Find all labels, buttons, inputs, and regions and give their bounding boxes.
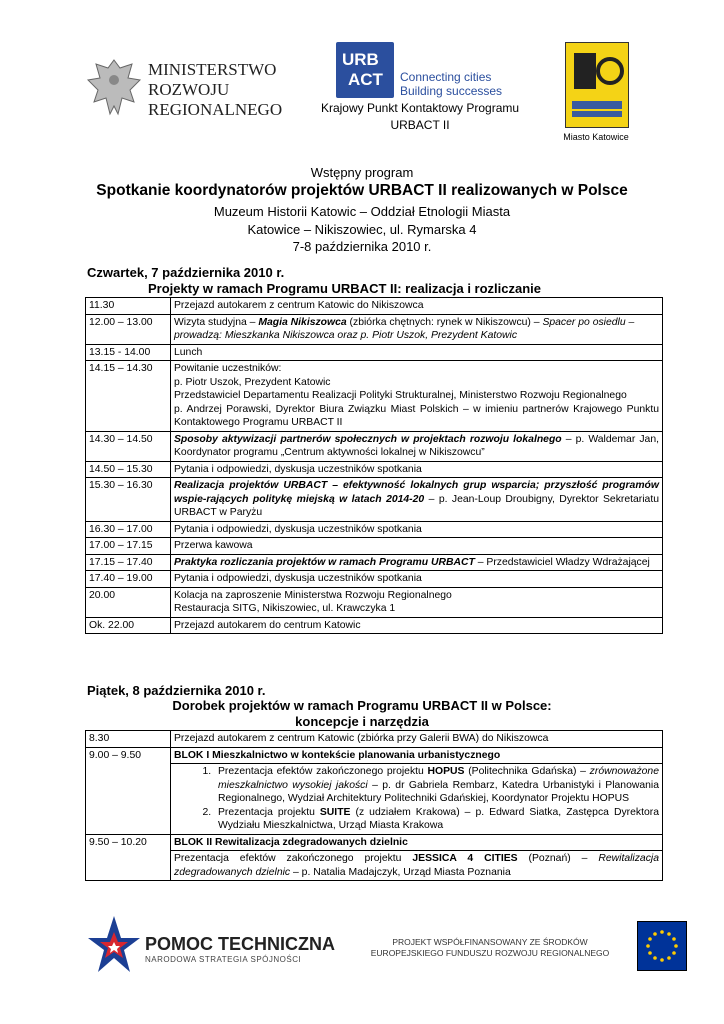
description-emphasis: Sposoby aktywizacji partnerów społecznych w projektach rozwoju lokalnego — [174, 433, 562, 445]
eu-funding-line2: EUROPEJSKIEGO FUNDUSZU ROZWOJU REGIONALNEGO — [370, 948, 610, 958]
katowice-crest — [565, 42, 629, 128]
eagle-emblem — [86, 56, 142, 120]
description-text: (z udziałem Krakowa) – p. Edward Siatka, Zastępca Dyrektora Wydziału Mieszkalnictwa, Urząd Miasta Krakowa — [218, 806, 659, 831]
program-subtitle: Wstępny program — [310, 165, 414, 180]
table-row — [86, 344, 663, 361]
pomoc-techniczna-star-icon — [86, 912, 142, 982]
contact-point — [300, 100, 540, 134]
time-cell: 13.15 - 14.00 — [86, 344, 171, 361]
description-cell — [171, 851, 663, 881]
katowice-label: Miasto Katowice — [563, 132, 629, 142]
ministry-name — [148, 60, 282, 120]
table-row — [86, 461, 663, 478]
time-cell: 17.40 – 19.00 — [86, 571, 171, 588]
ministry-line3: REGIONALNEGO — [148, 100, 283, 119]
day2-theme-line1: Dorobek projektów w ramach Programu URBACT II w Polsce: — [172, 698, 552, 713]
day2-theme-line2: koncepcje i narzędzia — [295, 714, 429, 729]
day1-theme: Projekty w ramach Programu URBACT II: realizacja i rozliczanie — [148, 281, 542, 296]
time-cell: 17.00 – 17.15 — [86, 538, 171, 555]
description-cell — [171, 554, 663, 571]
description-cell — [171, 587, 663, 617]
time-cell: 20.00 — [86, 587, 171, 617]
description-text: (Politechnika Gdańska) – — [464, 766, 590, 777]
urbact-logo — [336, 42, 394, 98]
description-text: – p. Natalia Madajczyk, Urząd Miasta Poznania — [290, 866, 511, 878]
address: Katowice – Nikiszowiec, ul. Rymarska 4 — [247, 222, 477, 237]
description-italic: zrównoważone mieszkalnictwo wysokiej jakości — [218, 766, 659, 791]
description-cell — [171, 361, 663, 432]
time-cell: 8.30 — [86, 731, 171, 748]
list-item — [214, 806, 659, 833]
day2-date: Piątek, 8 października 2010 r. — [87, 683, 266, 698]
description-line: Kolacja na zaproszenie Ministerstwa Rozwoju Regionalnego — [174, 589, 452, 601]
ministry-line2: ROZWOJU — [148, 80, 230, 99]
time-cell: 11.30 — [86, 298, 171, 315]
block-title: BLOK I Mieszkalnictwo w kontekście planowania urbanistycznego — [174, 749, 501, 761]
description-emphasis: Realizacja projektów URBACT – efektywność lokalnych grup wsparcia; przyszłość programów wspie-rających politykę miejską w latach 2014-20 — [174, 480, 659, 505]
project-name: HOPUS — [427, 766, 465, 777]
eu-funding-line1: PROJEKT WSPÓŁFINANSOWANY ZE ŚRODKÓW — [392, 937, 588, 947]
katowice-crest-icon — [566, 43, 628, 127]
block-heading — [171, 747, 663, 764]
description-line: Restauracja SITG, Nikiszowiec, ul. Krawczyka 1 — [174, 603, 396, 614]
description-line: Przedstawiciel Departamentu Realizacji Polityki Strukturalnej, Ministerstwo Rozwoju Regionalnego — [174, 390, 627, 401]
table-row — [86, 747, 663, 764]
table-row — [86, 431, 663, 461]
table-row — [86, 478, 663, 522]
description-line: p. Andrzej Porawski, Dyrektor Biura Związku Miast Polskich – w imieniu partnerów Krajowego Punktu Kontaktowego Programu URBACT II — [174, 403, 659, 428]
eu-stars-icon — [638, 922, 686, 970]
urbact-logo-bottom: ACT — [348, 70, 383, 89]
urbact-logo-top: URB — [342, 50, 379, 69]
description-cell: Lunch — [171, 344, 663, 361]
project-name: JESSICA 4 CITIES — [412, 853, 518, 864]
description-text: Wizyta studyjna – — [174, 316, 259, 328]
table-row — [86, 538, 663, 555]
table-row — [86, 617, 663, 634]
presentation-list — [174, 765, 659, 833]
time-cell: 16.30 – 17.00 — [86, 521, 171, 538]
table-row — [86, 554, 663, 571]
description-text: – p. Jean-Loup Droubigny, Dyrektor Sekretariatu URBACT w Paryżu — [174, 493, 660, 518]
time-cell: 17.15 – 17.40 — [86, 554, 171, 571]
table-row — [86, 834, 663, 851]
event-dates: 7-8 października 2010 r. — [292, 239, 432, 254]
description-emphasis: Magia Nikiszowca — [258, 316, 347, 328]
table-row — [86, 764, 663, 835]
description-cell: Przerwa kawowa — [171, 538, 663, 555]
description-text: – Przedstawiciel Władzy Wdrażającej — [474, 556, 650, 568]
table-row — [86, 314, 663, 344]
contact-point-line2: URBACT II — [390, 118, 450, 132]
table-row — [86, 731, 663, 748]
time-cell: 9.50 – 10.20 — [86, 834, 171, 881]
table-row — [86, 851, 663, 881]
description-italic: Spacer po osiedlu – prowadzą: Mieszkanka Nikiszowca oraz p. Piotr Uszok, Prezydent Katowic — [174, 316, 635, 341]
description-line: Powitanie uczestników: — [174, 363, 282, 374]
eu-flag — [637, 921, 687, 971]
description-text: (zbiórka chętnych: rynek w Nikiszowcu) – — [346, 316, 543, 328]
description-text: (Poznań) – — [517, 853, 599, 864]
description-cell — [171, 478, 663, 522]
description-text: Prezentacja efektów zakończonego projektu — [174, 853, 413, 864]
list-item — [214, 765, 659, 806]
day1-date: Czwartek, 7 października 2010 r. — [87, 265, 285, 280]
time-cell: 9.00 – 9.50 — [86, 747, 171, 834]
description-text: – p. Waldemar Jan, Koordynator programu „Centrum aktywności lokalnej w Nikiszowcu” — [174, 433, 659, 458]
day1-schedule-table — [85, 297, 663, 634]
description-cell — [171, 314, 663, 344]
description-italic: Rewitalizacja zdegradowanych dzielnic — [174, 853, 659, 878]
table-row — [86, 571, 663, 588]
urbact-tagline — [400, 70, 502, 98]
description-cell: Przejazd autokarem z centrum Katowic (zbiórka przy Galerii BWA) do Nikiszowca — [171, 731, 663, 748]
day2-schedule-table — [85, 730, 663, 881]
page-title: Spotkanie koordynatorów projektów URBACT II realizowanych w Polsce — [96, 182, 628, 199]
time-cell: 14.30 – 14.50 — [86, 431, 171, 461]
description-cell: Przejazd autokarem do centrum Katowic — [171, 617, 663, 634]
description-cell: Pytania i odpowiedzi, dyskusja uczestników spotkania — [171, 521, 663, 538]
contact-point-line1: Krajowy Punkt Kontaktowy Programu — [320, 101, 520, 115]
description-cell: Przejazd autokarem z centrum Katowic do Nikiszowca — [171, 298, 663, 315]
time-cell: 12.00 – 13.00 — [86, 314, 171, 344]
ministry-line1: MINISTERSTWO — [148, 60, 277, 79]
time-cell: 15.30 – 16.30 — [86, 478, 171, 522]
time-cell: 14.50 – 15.30 — [86, 461, 171, 478]
description-cell: Pytania i odpowiedzi, dyskusja uczestników spotkania — [171, 461, 663, 478]
description-text: Prezentacja efektów zakończonego projektu — [218, 766, 428, 777]
table-row — [86, 298, 663, 315]
venue: Muzeum Historii Katowic – Oddział Etnologii Miasta — [213, 204, 511, 219]
description-emphasis: Praktyka rozliczania projektów w ramach Programu URBACT — [174, 556, 475, 568]
eu-funding-note — [360, 937, 620, 959]
block-title: BLOK II Rewitalizacja zdegradowanych dzielnic — [174, 836, 408, 848]
table-row — [86, 361, 663, 432]
time-cell: Ok. 22.00 — [86, 617, 171, 634]
description-cell: Pytania i odpowiedzi, dyskusja uczestników spotkania — [171, 571, 663, 588]
description-text: – p. dr Gabriela Rembarz, Katedra Urbanistyki i Planowania Regionalnego, Wydział Architektury Politechniki Gdańskiej, Koordynator Projektu HOPUS — [218, 779, 660, 804]
description-cell — [171, 431, 663, 461]
description-line: p. Piotr Uszok, Prezydent Katowic — [174, 376, 331, 388]
pomoc-techniczna-title: POMOC TECHNICZNA — [145, 934, 335, 954]
project-name: SUITE — [319, 806, 351, 818]
pomoc-techniczna-subtitle: NARODOWA STRATEGIA SPÓJNOŚCI — [145, 955, 302, 964]
urbact-tagline-1: Connecting cities — [400, 70, 492, 84]
table-row — [86, 521, 663, 538]
description-cell — [171, 764, 663, 835]
urbact-tagline-2: Building successes — [400, 84, 503, 98]
time-cell: 14.15 – 14.30 — [86, 361, 171, 432]
description-text: Prezentacja projektu — [218, 806, 320, 818]
table-row — [86, 587, 663, 617]
block-heading — [171, 834, 663, 851]
